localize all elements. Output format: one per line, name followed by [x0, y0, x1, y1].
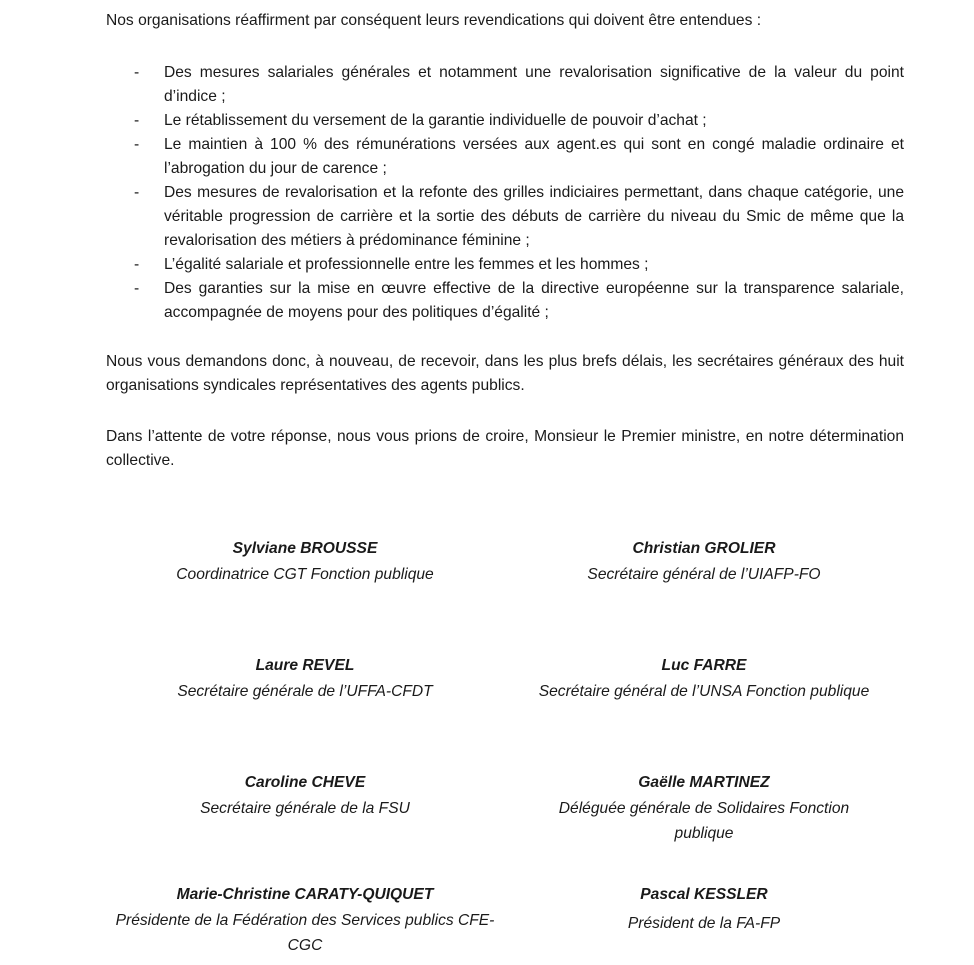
- bullet-dash: -: [134, 64, 140, 81]
- signatory-role: Président de la FA-FP: [627, 914, 781, 932]
- demand-text: L’égalité salariale et professionnelle entre les femmes et les hommes ;: [164, 256, 649, 273]
- signatory-name: Marie-Christine CARATY-QUIQUET: [176, 886, 434, 903]
- signature-block: [95, 653, 515, 704]
- signatory-role: Secrétaire général de l’UNSA Fonction publique: [538, 682, 870, 700]
- signature-block: [105, 882, 505, 959]
- signatory-role: Secrétaire générale de l’UFFA-CFDT: [177, 682, 433, 700]
- signatory-name: Christian GROLIER: [632, 540, 776, 557]
- bullet-dash: -: [134, 256, 140, 273]
- request-paragraph: Nous vous demandons donc, à nouveau, de recevoir, dans les plus brefs délais, les secrétaires généraux des huit organisations syndicales représentatives des agents publics.: [106, 353, 904, 395]
- signature-block: [494, 536, 914, 587]
- demand-text: Le maintien à 100 % des rémunérations versées aux agent.es qui sont en congé maladie ordinaire et l’abrogation du jour de carence ;: [164, 136, 904, 177]
- demand-text: Des mesures salariales générales et notamment une revalorisation significative de la valeur du point d’indice ;: [164, 64, 904, 105]
- signature-block: [494, 882, 914, 936]
- demands-list: [106, 61, 904, 325]
- bullet-dash: -: [134, 280, 140, 297]
- closing-paragraph: Dans l’attente de votre réponse, nous vous prions de croire, Monsieur le Premier ministre, en notre détermination collective.: [106, 428, 904, 470]
- signature-block: [539, 770, 869, 847]
- signatory-name: Sylviane BROUSSE: [232, 540, 378, 557]
- demand-text: Le rétablissement du versement de la garantie individuelle de pouvoir d’achat ;: [164, 112, 707, 129]
- signatory-role: Présidente de la Fédération des Services publics CFE-CGC: [115, 911, 495, 954]
- signatory-role: Secrétaire générale de la FSU: [200, 799, 410, 817]
- bullet-dash: -: [134, 136, 140, 153]
- signatory-name: Luc FARRE: [661, 657, 747, 674]
- bullet-dash: -: [134, 112, 140, 129]
- list-item: [106, 109, 904, 133]
- list-item: [106, 277, 904, 325]
- intro-paragraph: Nos organisations réaffirment par conséquent leurs revendications qui doivent être entendues :: [106, 12, 762, 29]
- list-item: [106, 61, 904, 109]
- demand-text: Des mesures de revalorisation et la refonte des grilles indiciaires permettant, dans chaque catégorie, une véritable progression de carrière et la sortie des débuts de carrière du niveau du Smic de même que la revalorisation des métiers à prédominance féminine ;: [164, 184, 904, 249]
- list-item: [106, 181, 904, 253]
- signatory-role: Coordinatrice CGT Fonction publique: [176, 565, 434, 583]
- list-item: [106, 253, 904, 277]
- signature-block: [95, 536, 515, 587]
- demand-text: Des garanties sur la mise en œuvre effective de la directive européenne sur la transparence salariale, accompagnée de moyens pour des politiques d’égalité ;: [164, 280, 904, 321]
- signatory-name: Gaëlle MARTINEZ: [638, 774, 770, 791]
- signature-block: [95, 770, 515, 821]
- signatory-name: Caroline CHEVE: [244, 774, 366, 791]
- signatory-role: Secrétaire général de l’UIAFP-FO: [587, 565, 821, 583]
- signatory-name: Pascal KESSLER: [640, 886, 768, 903]
- signatory-role: Déléguée générale de Solidaires Fonction publique: [558, 799, 850, 842]
- signature-block: [494, 653, 914, 704]
- list-item: [106, 133, 904, 181]
- signatory-name: Laure REVEL: [255, 657, 355, 674]
- bullet-dash: -: [134, 184, 140, 201]
